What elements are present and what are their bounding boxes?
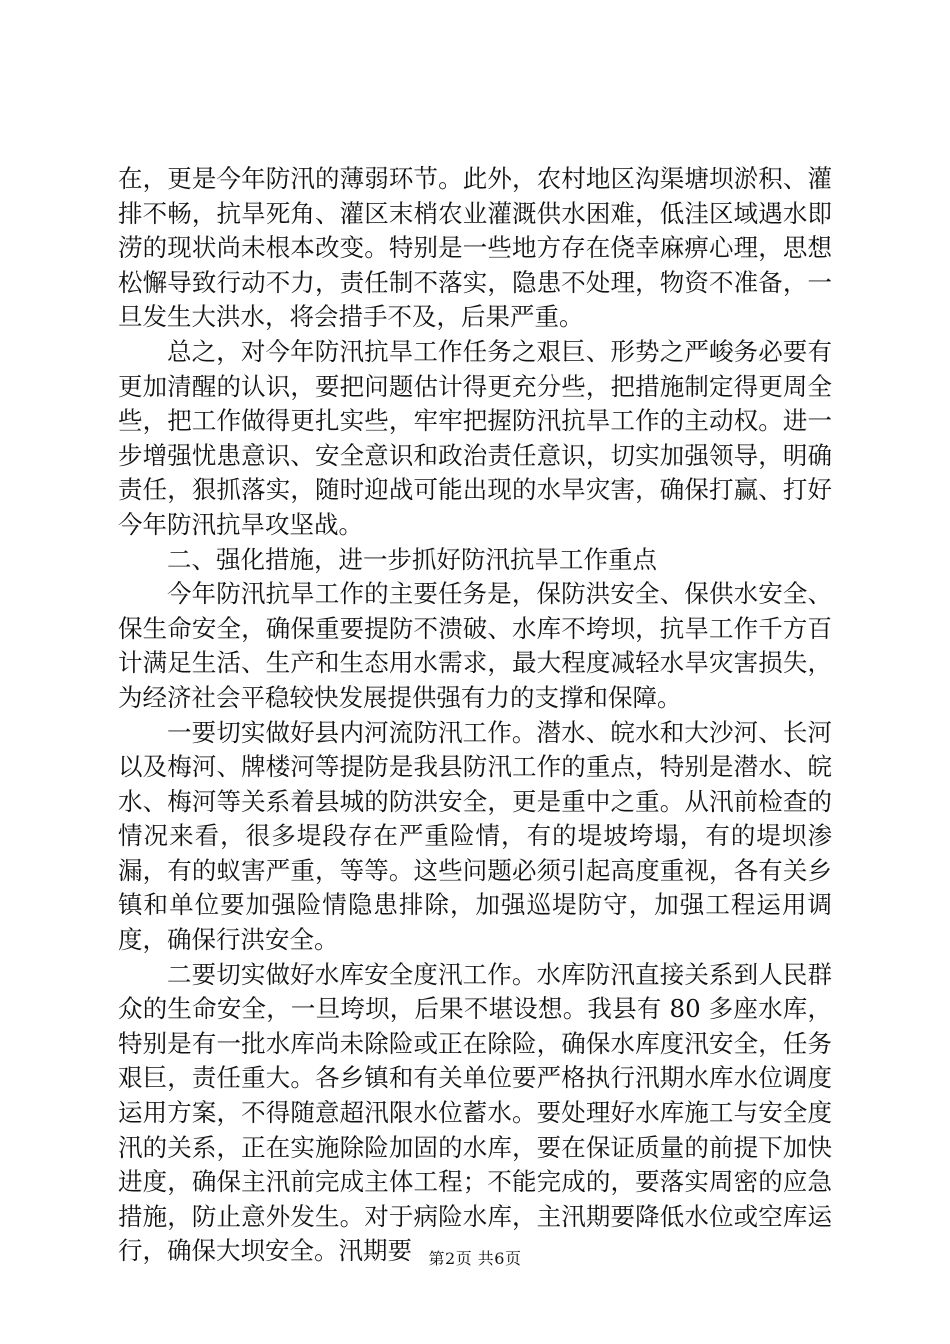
- paragraph-4: 一要切实做好县内河流防汛工作。潜水、皖水和大沙河、长河以及梅河、牌楼河等提防是我县防汛工作的重点，特别是潜水、皖水、梅河等关系着县城的防洪安全，更是重中之重。从汛前检查的情况来看，很多堤段存在严重险情，有的堤坡垮塌，有的堤坝渗漏，有的蚁害严重，等等。这些问题必须引起高度重视，各有关乡镇和单位要加强险情隐患排除，加强巡堤防守，加强工程运用调度，确保行洪安全。: [118, 717, 832, 955]
- paragraph-1: 在，更是今年防汛的薄弱环节。此外，农村地区沟渠塘坝淤积、灌排不畅，抗旱死角、灌区末梢农业灌溉供水困难，低洼区域遇水即涝的现状尚未根本改变。特别是一些地方存在侥幸麻痹心理，思想松懈导致行动不力，责任制不落实，隐患不处理，物资不准备，一旦发生大洪水，将会措手不及，后果严重。: [118, 164, 832, 332]
- paragraph-3: 今年防汛抗旱工作的主要任务是，保防洪安全、保供水安全、保生命安全，确保重要提防不溃破、水库不垮坝，抗旱工作千方百计满足生活、生产和生态用水需求，最大程度减轻水旱灾害损失，为经济社会平稳较快发展提供强有力的支撑和保障。: [118, 579, 832, 712]
- paragraph-5: 二要切实做好水库安全度汛工作。水库防汛直接关系到人民群众的生命安全，一旦垮坝，后果不堪设想。我县有 80 多座水库，特别是有一批水库尚未除险或正在除险，确保水库度汛安全，任务艰巨，责任重大。各乡镇和有关单位要严格执行汛期水库水位调度运用方案，不得随意超汛限水位蓄水。要处理好水库施工与安全度汛的关系，正在实施除险加固的水库，要在保证质量的前提下加快进度，确保主汛前完成主体工程；不能完成的，要落实周密的应急措施，防止意外发生。对于病险水库，主汛期要降低水位或空库运行，确保大坝安全。汛期要: [118, 959, 832, 1266]
- section-heading: 二、强化措施，进一步抓好防汛抗旱工作重点: [167, 544, 657, 574]
- paragraph-2: 总之，对今年防汛抗旱工作任务之艰巨、形势之严峻务必要有更加清醒的认识，要把问题估计得更充分些，把措施制定得更周全些，把工作做得更扎实些，牢牢把握防汛抗旱工作的主动权。进一步增强忧患意识、安全意识和政治责任意识，切实加强领导，明确责任，狠抓落实，随时迎战可能出现的水旱灾害，确保打赢、打好今年防汛抗旱攻坚战。: [118, 336, 832, 539]
- page-number-footer: 第2页 共6页: [428, 1249, 522, 1268]
- document-body: [118, 162, 832, 1269]
